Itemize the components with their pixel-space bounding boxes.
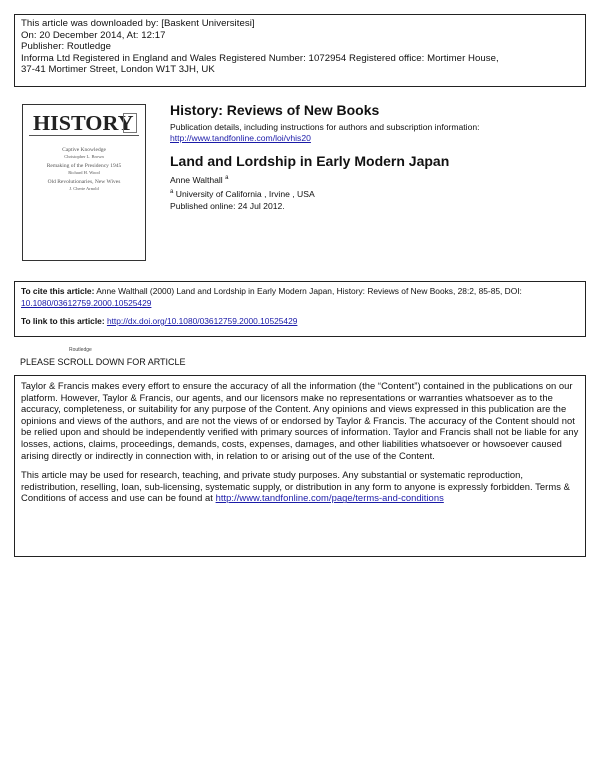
author — [170, 175, 228, 185]
cover-line: Old Revolutionaries, New Wives — [47, 179, 121, 185]
download-info-box — [14, 14, 586, 87]
cover-line: Captive Knowledge — [62, 147, 106, 153]
cover-badge — [123, 113, 137, 133]
published-date: Published online: 24 Jul 2012. — [170, 201, 285, 211]
cover-publisher-logo: Routledge — [69, 347, 92, 353]
cover-line: Richard H. Wood — [68, 170, 100, 175]
cite-row — [21, 286, 579, 309]
download-line: Publisher: Routledge — [21, 41, 112, 53]
link-row — [21, 316, 579, 328]
terms-link[interactable]: http://www.tandfonline.com/page/terms-and-conditions — [215, 492, 444, 504]
affiliation-superscript: a — [170, 189, 174, 196]
article-link[interactable]: http://dx.doi.org/10.1080/03612759.2000.10525429 — [106, 316, 298, 326]
disclaimer-box — [14, 375, 586, 557]
affiliation-text: University of California , Irvine , USA — [173, 189, 315, 199]
download-line: This article was downloaded by: [Baskent Universitesi] — [21, 18, 255, 29]
cover-line: Remaking of the Presidency 1945 — [46, 163, 122, 169]
cover-title: HISTORY — [33, 111, 134, 135]
doi-link[interactable]: 10.1080/03612759.2000.10525429 — [21, 297, 152, 308]
cover-line: J. Cherie Arnold — [69, 186, 99, 191]
link-label: To link to this article: — [21, 316, 107, 326]
terms-paragraph — [21, 469, 579, 504]
author-name: Anne Walthall — [170, 175, 223, 185]
download-line: Informa Ltd Registered in England and Wales Registered Number: 1072954 Registered office: Mortimer House, — [21, 52, 499, 64]
terms-text: This article may be used for research, teaching, and private study purposes. Any substantial or systematic reproduction, redistribution, reselling, loan, sub-licensing, systematic supply, or distribution in any form to anyone is expressly forbidden. Terms & Conditions of access and use can be found at — [21, 469, 570, 504]
download-line: On: 20 December 2014, At: 12:17 — [21, 29, 166, 41]
citation-box — [14, 281, 586, 337]
article-title: Land and Lordship in Early Modern Japan — [170, 153, 450, 169]
cite-label: To cite this article: — [21, 286, 95, 296]
download-line: 37-41 Mortimer Street, London W1T 3JH, UK — [21, 64, 215, 76]
journal-url-link[interactable]: http://www.tandfonline.com/loi/vhis20 — [170, 133, 311, 143]
journal-title: History: Reviews of New Books — [170, 102, 380, 118]
disclaimer-paragraph: Taylor & Francis makes every effort to ensure the accuracy of all the information (the “Content”) contained in the publications on our platform. However, Taylor & Francis, our agents, and our licensors make no representations or warranties whatsoever as to the accuracy, completeness, or suitability for any purpose of the Content. Any opinions and views expressed in this publication are the opinions and views of the authors, and are not the views of or endorsed by Taylor & Francis. The accuracy of the Content should not be relied upon and should be independently verified with primary sources of information. Taylor and Francis shall not be liable for any losses, actions, claims, proceedings, demands, costs, expenses, damages, and other liabilities whatsoever or howsoever caused arising directly or indirectly in connection with, in relation to or arising out of the use of the Content. — [21, 380, 579, 461]
cover-line: Christopher L. Brown — [64, 154, 104, 159]
publication-details: Publication details, including instructions for authors and subscription information: — [170, 122, 480, 132]
author-superscript: a — [225, 175, 229, 182]
scroll-notice: PLEASE SCROLL DOWN FOR ARTICLE — [20, 357, 186, 367]
affiliation — [170, 189, 315, 199]
cite-text: Anne Walthall (2000) Land and Lordship in Early Modern Japan, History: Reviews of New Books, 28:2, 85-85, DOI: — [94, 286, 522, 296]
cover-rule — [29, 135, 139, 136]
